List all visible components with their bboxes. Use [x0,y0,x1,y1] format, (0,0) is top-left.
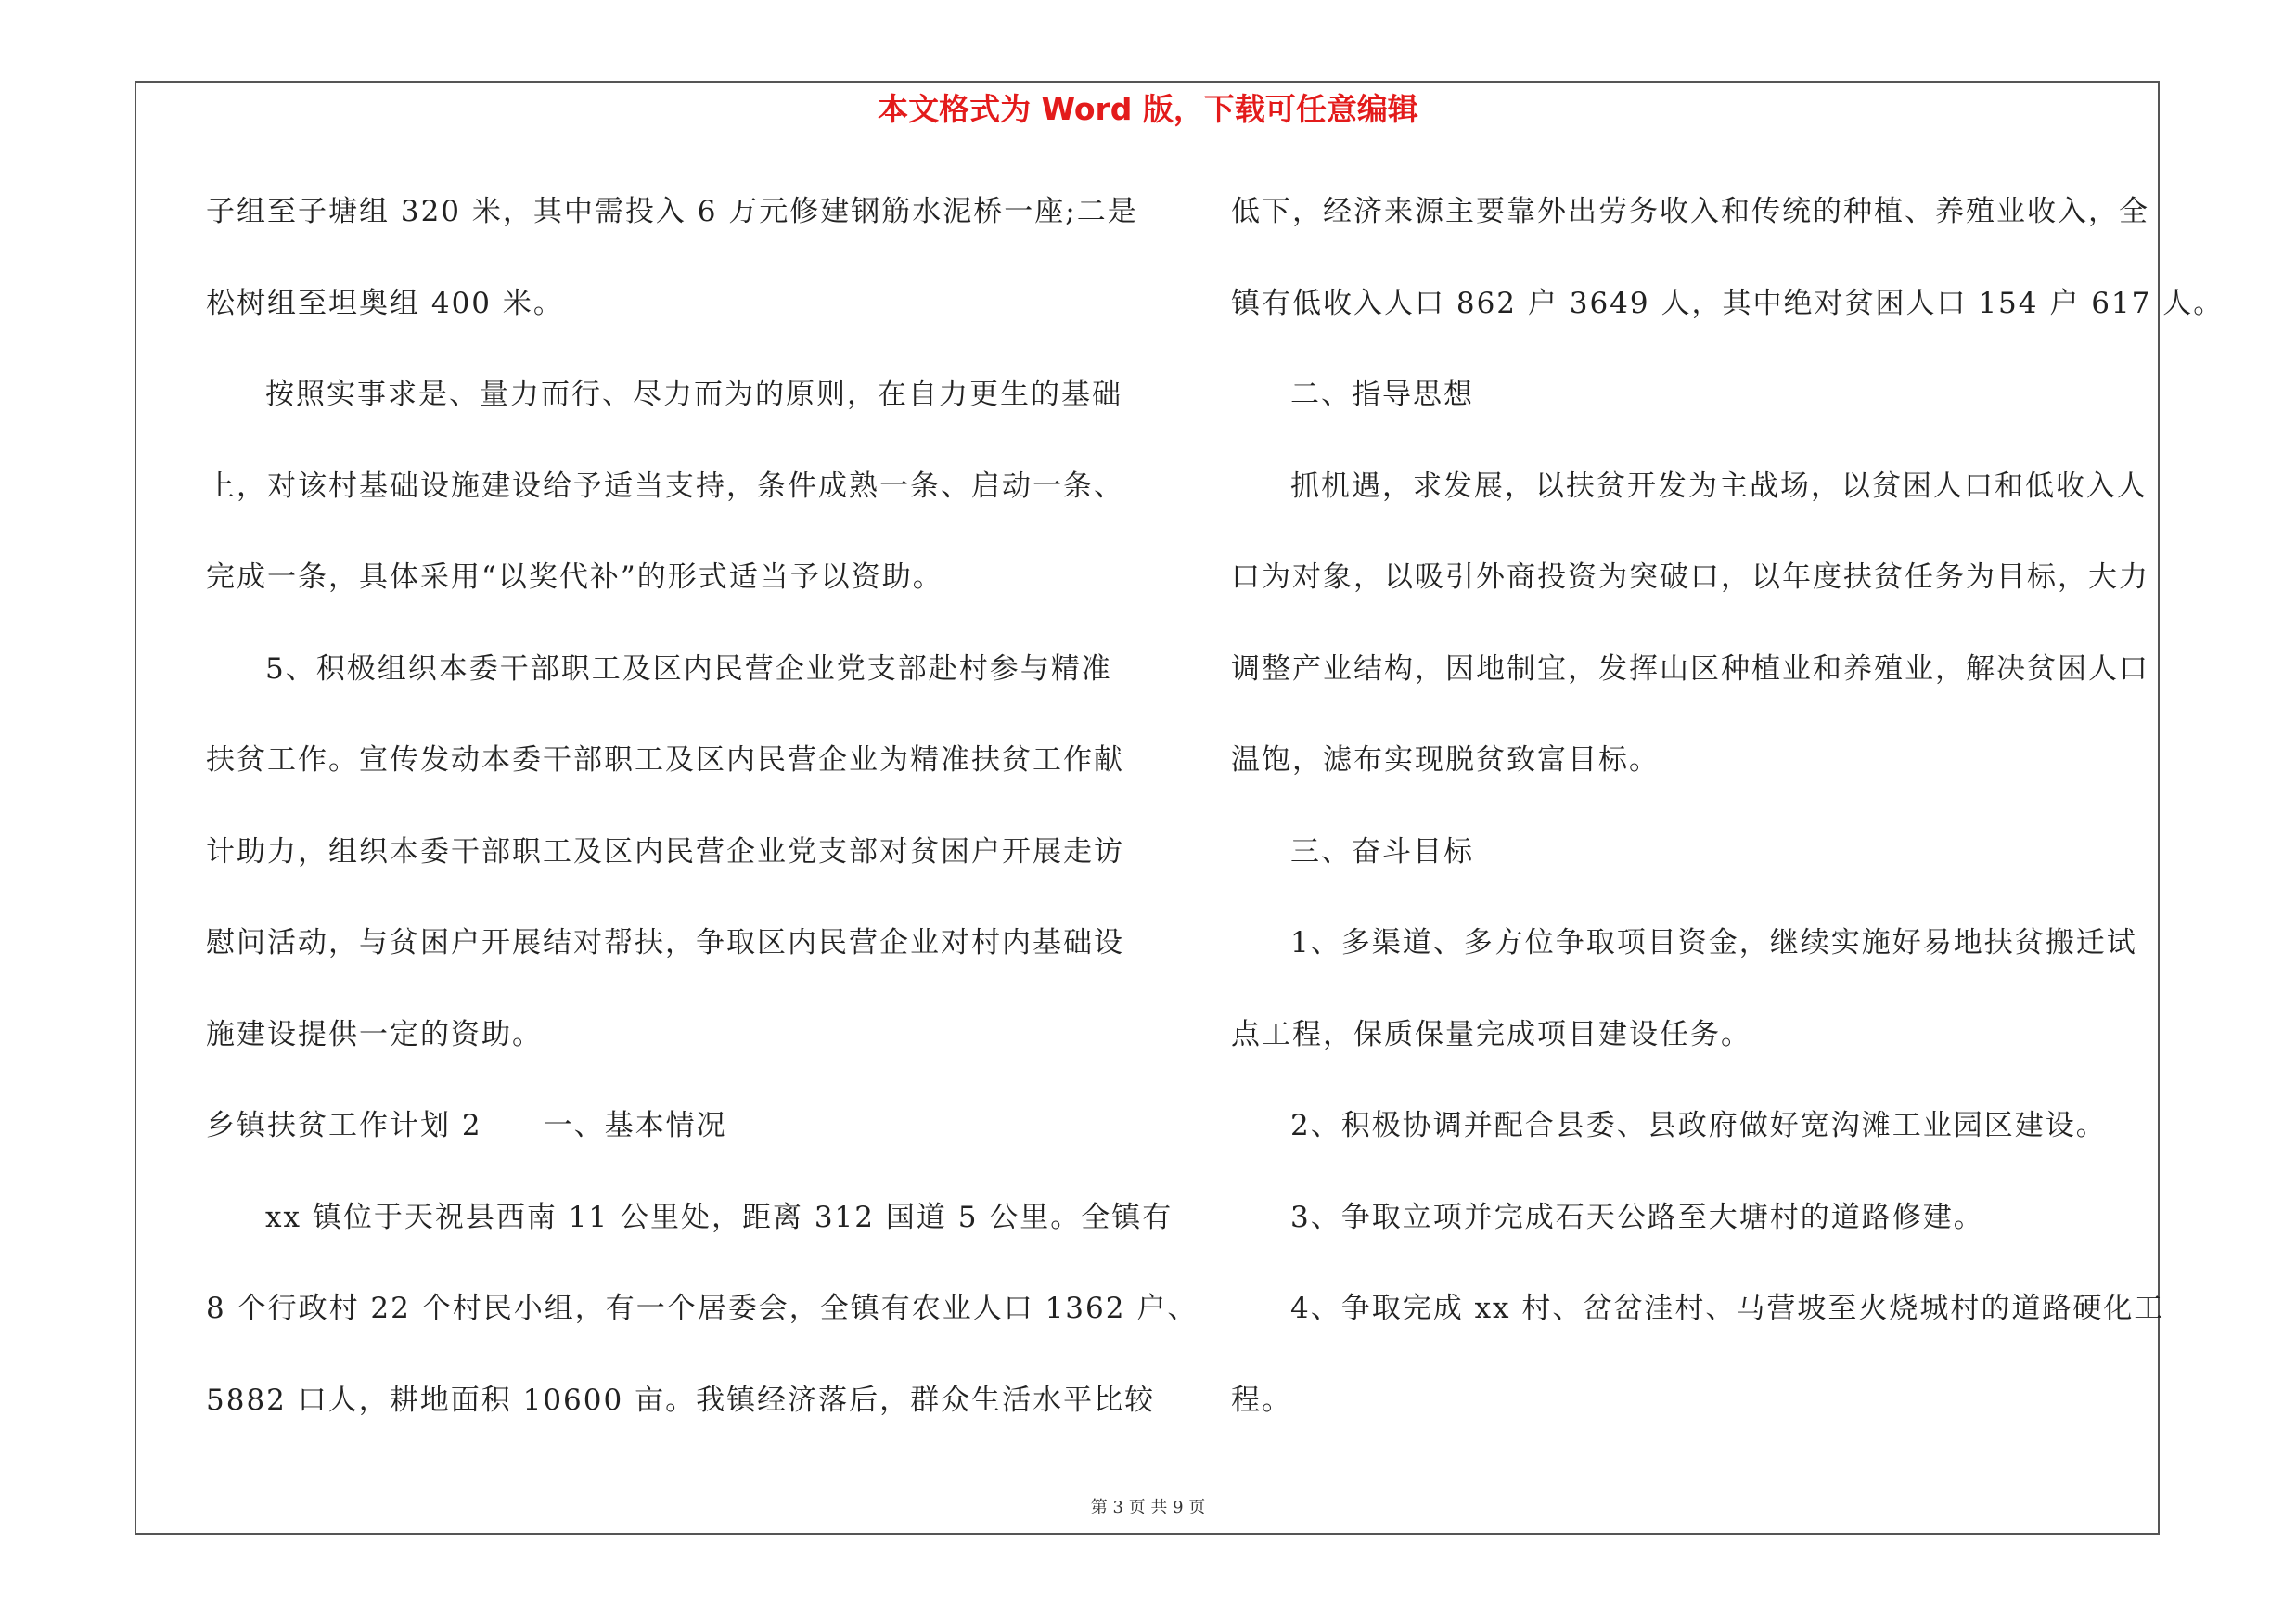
paragraph-line: 抓机遇，求发展，以扶贫开发为主战场，以贫困人口和低收入人 [1290,469,2148,503]
section-heading-basic: 一、基本情况 [543,1109,727,1142]
plan-heading-line [206,1098,1167,1190]
paragraph-line: 口为对象，以吸引外商投资为突破口，以年度扶贫任务为目标，大力 [1231,560,2149,594]
paragraph-line: 上，对该村基础设施建设给予适当支持，条件成熟一条、启动一条、 [206,469,1124,503]
paragraph-line: 3、争取立项并完成石天公路至大塘村的道路修建。 [1290,1200,1984,1234]
paragraph-line: 计助力，组织本委干部职工及区内民营企业党支部对贫困户开展走访 [206,834,1124,869]
section-heading-guiding: 二、指导思想 [1290,378,1474,411]
paragraph-line: 2、积极协调并配合县委、县政府做好宽沟滩工业园区建设。 [1290,1109,2107,1142]
paragraph-line: 温饱，滤布实现脱贫致富目标。 [1231,743,1660,777]
paragraph-line: 4、争取完成 xx 村、岔岔洼村、马营坡至火烧城村的道路硬化工 [1290,1292,2165,1325]
word-format-banner: 本文格式为 Word 版，下载可任意编辑 [878,91,1418,127]
paragraph-line: 点工程，保质保量完成项目建设任务。 [1231,1017,1751,1051]
paragraph-line: 镇有低收入人口 862 户 3649 人，其中绝对贫困人口 154 户 617 人。 [1231,286,2225,320]
paragraph-line: 施建设提供一定的资助。 [206,1017,543,1051]
paragraph-line: 慰问活动，与贫困户开展结对帮扶，争取区内民营企业对村内基础设 [206,926,1124,960]
paragraph-line: 调整产业结构，因地制宜，发挥山区种植业和养殖业，解决贫困人口 [1231,651,2149,686]
paragraph-line: 8 个行政村 22 个村民小组，有一个居委会，全镇有农业人口 1362 户、 [206,1292,1199,1325]
paragraph-line: 子组至子塘组 320 米，其中需投入 6 万元修建钢筋水泥桥一座;二是 [206,195,1138,228]
paragraph-line: 完成一条，具体采用“以奖代补”的形式适当予以资助。 [206,560,943,594]
paragraph-line: xx 镇位于天祝县西南 11 公里处，距离 312 国道 5 公里。全镇有 [265,1200,1174,1234]
paragraph-line: 松树组至坦奥组 400 米。 [206,286,564,320]
left-column [206,184,1199,1463]
right-column [1231,184,2225,1463]
paragraph-line: 1、多渠道、多方位争取项目资金，继续实施好易地扶贫搬迁试 [1290,926,2137,960]
paragraph-line: 5、积极组织本委干部职工及区内民营企业党支部赴村参与精准 [265,651,1112,686]
paragraph-line: 扶贫工作。宣传发动本委干部职工及区内民营企业为精准扶贫工作献 [206,743,1124,777]
paragraph-line: 程。 [1231,1383,1292,1417]
section-heading-goals: 三、奋斗目标 [1290,834,1474,869]
paragraph-line: 5882 口人，耕地面积 10600 亩。我镇经济落后，群众生活水平比较 [206,1383,1156,1417]
page-number: 第 3 页 共 9 页 [1090,1498,1206,1517]
paragraph-line: 低下，经济来源主要靠外出劳务收入和传统的种植、养殖业收入，全 [1231,195,2149,228]
paragraph-line: 按照实事求是、量力而行、尽力而为的原则，在自力更生的基础 [265,378,1122,411]
plan-title: 乡镇扶贫工作计划 2 [206,1109,482,1142]
